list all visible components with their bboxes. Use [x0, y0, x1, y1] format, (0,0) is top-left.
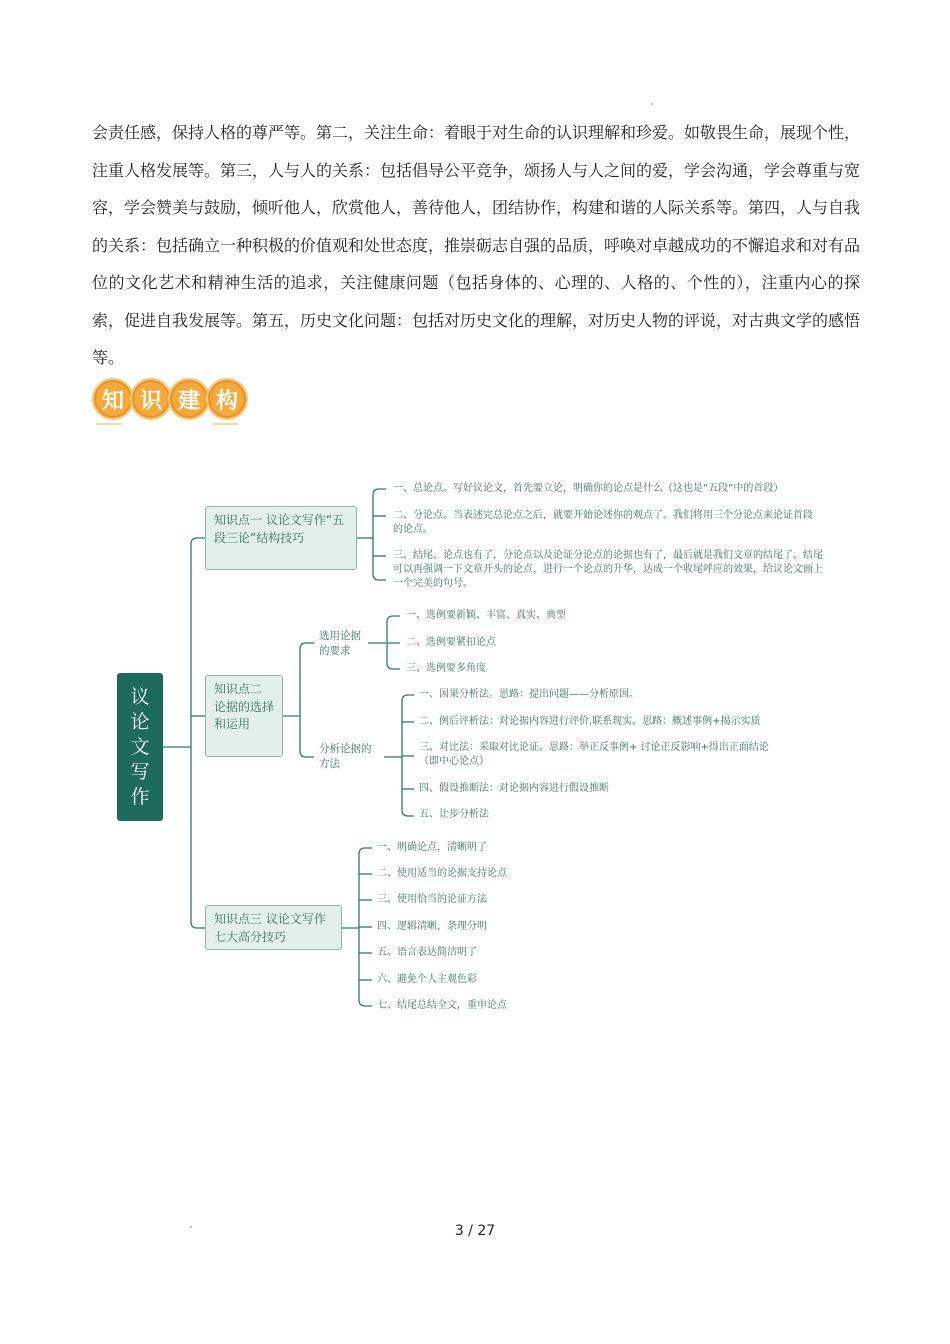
- page-number: 3 / 27: [454, 1223, 496, 1239]
- badge-char-3: 建: [168, 378, 210, 420]
- badge-char-2: 识: [130, 378, 172, 420]
- badge-underline-right: [212, 423, 238, 425]
- badge-underline-left: [96, 423, 122, 425]
- body-paragraph: 会责任感，保持人格的尊严等。第二，关注生命：着眼于对生命的认识理解和珍爱。如敬畏生命，展现个性，注重人格发展等。第三，人与人的关系：包括倡导公平竞争，颂扬人与人之间的爱，学会沟通，学会尊重与宽容，学会赞美与鼓励，倾听他人，欣赏他人，善待他人，团结协作，构建和谐的人际关系等。第四，人与自我的关系：包括确立一种积极的价值观和处世态度，推崇砺志自强的品质，呼唤对卓越成功的不懈追求和对有品位的文化艺术和精神生活的追求，关注健康问题（包括身体的、心理的、人格的、个性的），注重内心的探索，促进自我发展等。第五，历史文化问题：包括对历史文化的理解，对历史人物的评说，对古典文学的感悟等。: [92, 123, 861, 367]
- k1-item-1: 一、总论点。写好议论文，首先要立论，明确你的论点是什么（这也是“五段”中的首段）: [393, 483, 784, 494]
- k2-sub-methods: 分析论据的方法: [319, 743, 372, 770]
- badge-char-1: 知: [92, 378, 134, 420]
- root-char: 论: [130, 710, 150, 733]
- k3-item-6: 六、避免个人主观色彩: [377, 974, 477, 985]
- top-dot-mark: [651, 103, 653, 105]
- k2-method-item-5: 五、让步分析法: [419, 809, 489, 820]
- root-char: 议: [130, 685, 150, 708]
- k3-item-7: 七、结尾总结全文，重申论点: [377, 1000, 507, 1011]
- section-badge: [92, 378, 244, 420]
- knowledge-point-3: 知识点三 议论文写作七大高分技巧: [205, 905, 342, 950]
- k2-method-item-4: 四、假设推断法：对论据内容进行假设推断: [419, 783, 609, 794]
- k1-item-3: 三、结尾。论点也有了，分论点以及论证分论点的论据也有了，最后就是我们文章的结尾了。结尾可以再强调一下文章开头的论点，进行一个论点的升华，达成一个收尾呼应的效果，给议论文画上一个完美的句号。: [393, 550, 823, 589]
- root-char: 写: [130, 760, 150, 783]
- k2-req-item-1: 一、选例要新颖、丰富、真实、典型: [406, 610, 566, 621]
- k3-item-4: 四、逻辑清晰，条理分明: [377, 921, 487, 932]
- k2-sub-requirements: 选用论据的要求: [319, 630, 361, 657]
- k3-item-5: 五、语言表达简洁明了: [377, 947, 477, 958]
- k2-method-item-2: 二、例后评析法：对论据内容进行评价,联系现实。思路：概述事例+揭示实质: [419, 716, 761, 727]
- knowledge-point-1: 知识点一 议论文写作“五段三论”结构技巧: [205, 506, 357, 570]
- root-char: 文: [130, 735, 150, 758]
- k2-method-item-1: 一、因果分析法。思路：提出问题——分析原因。: [419, 689, 639, 700]
- k1-item-2: 二、分论点。当表述完总论点之后，就要开始论述你的观点了。我们将用三个分论点来论证首段的论点。: [393, 510, 813, 535]
- k3-item-3: 三、使用恰当的论证方法: [377, 894, 487, 905]
- k2-req-item-3: 三、选例要多角度: [406, 663, 486, 674]
- badge-char-4: 构: [206, 378, 248, 420]
- mindmap-root: [117, 673, 163, 821]
- root-char: 作: [130, 785, 150, 808]
- k3-item-1: 一、明确论点，清晰明了: [377, 842, 487, 853]
- k3-item-2: 二、使用适当的论据支持论点: [377, 868, 507, 879]
- k2-req-item-2: 二、选例要紧扣论点: [406, 637, 496, 648]
- knowledge-point-2: 知识点二 论据的选择和运用: [205, 675, 283, 757]
- k2-method-item-3: 三、对比法：采取对比论证。思路：举正反事例+ 讨论正反影响+得出正面结论（即中心论点）: [419, 742, 769, 767]
